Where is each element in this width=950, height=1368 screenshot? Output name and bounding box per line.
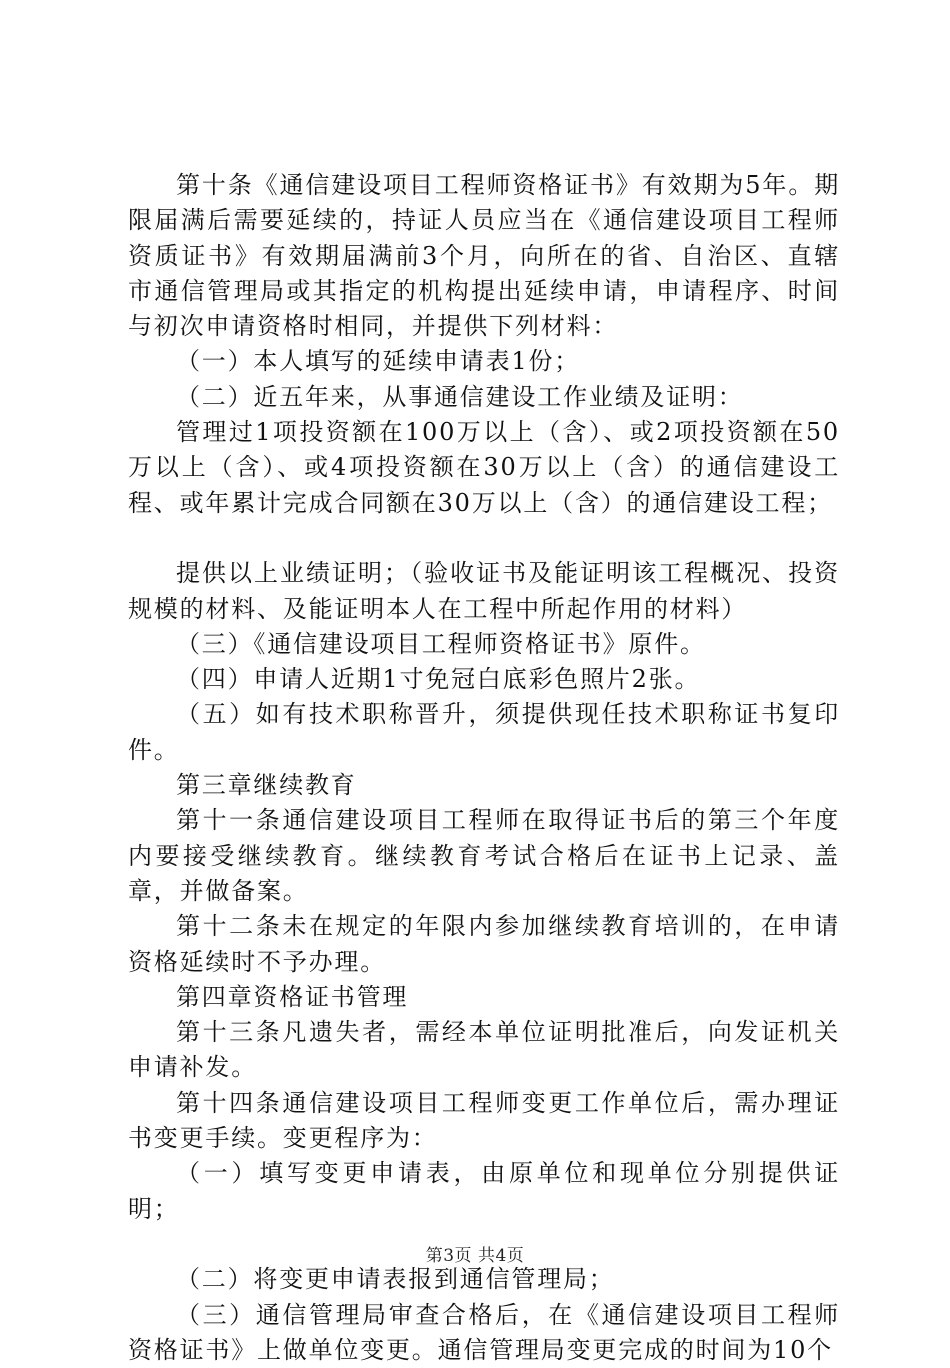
paragraph-article-14: 第十四条通信建设项目工程师变更工作单位后，需办理证书变更手续。变更程序为： [128, 1086, 840, 1157]
paragraph-performance-proof: 提供以上业绩证明；（验收证书及能证明该工程概况、投资规模的材料、及能证明本人在工程中所起作用的材料） [128, 556, 840, 627]
paragraph-change-step-1: （一）填写变更申请表，由原单位和现单位分别提供证明； [128, 1156, 840, 1227]
chapter-4-heading: 第四章资格证书管理 [128, 980, 840, 1015]
paragraph-item-3: （三）《通信建设项目工程师资格证书》原件。 [128, 627, 840, 662]
paragraph-article-13: 第十三条凡遗失者，需经本单位证明批准后，向发证机关申请补发。 [128, 1015, 840, 1086]
paragraph-change-step-2: （二）将变更申请表报到通信管理局； [128, 1262, 840, 1297]
page-number-footer: 第3页 共4页 [0, 1241, 950, 1266]
paragraph-item-4: （四）申请人近期1寸免冠白底彩色照片2张。 [128, 662, 840, 697]
blank-line [128, 521, 840, 556]
paragraph-article-12: 第十二条未在规定的年限内参加继续教育培训的，在申请资格延续时不予办理。 [128, 909, 840, 980]
paragraph-article-11: 第十一条通信建设项目工程师在取得证书后的第三个年度内要接受继续教育。继续教育考试合格后在证书上记录、盖章，并做备案。 [128, 803, 840, 909]
paragraph-article-10: 第十条《通信建设项目工程师资格证书》有效期为5年。期限届满后需要延续的，持证人员应当在《通信建设项目工程师资质证书》有效期届满前3个月，向所在的省、自治区、直辖市通信管理局或其指定的机构提出延续申请，申请程序、时间与初次申请资格时相同，并提供下列材料： [128, 168, 840, 344]
paragraph-item-1: （一）本人填写的延续申请表1份； [128, 344, 840, 379]
paragraph-item-2: （二）近五年来，从事通信建设工作业绩及证明： [128, 380, 840, 415]
paragraph-change-step-3: （三）通信管理局审查合格后，在《通信建设项目工程师资格证书》上做单位变更。通信管理局变更完成的时间为10个 [128, 1298, 840, 1368]
chapter-3-heading: 第三章继续教育 [128, 768, 840, 803]
document-body [128, 168, 840, 1368]
paragraph-management-requirement: 管理过1项投资额在100万以上（含）、或2项投资额在50万以上（含）、或4项投资额在30万以上（含）的通信建设工程、或年累计完成合同额在30万以上（含）的通信建设工程； [128, 415, 840, 521]
paragraph-item-5: （五）如有技术职称晋升，须提供现任技术职称证书复印件。 [128, 697, 840, 768]
